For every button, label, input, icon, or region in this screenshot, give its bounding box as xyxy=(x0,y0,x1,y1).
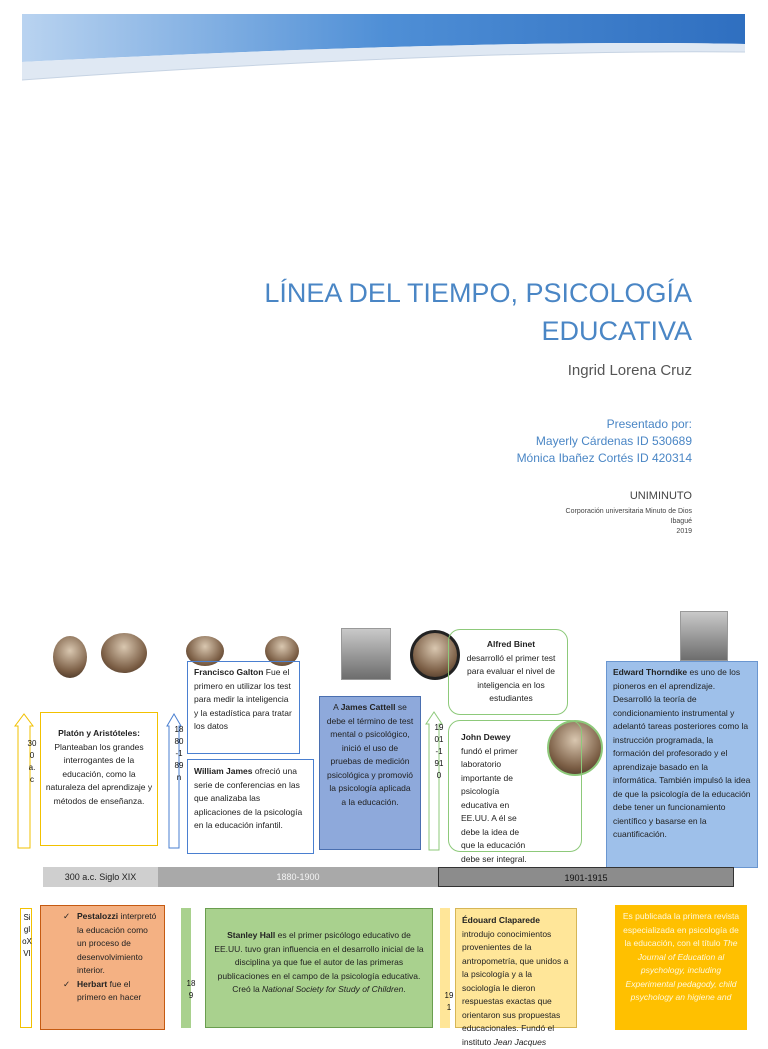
organization-details xyxy=(566,507,692,537)
dewey-name: John Dewey xyxy=(461,732,511,742)
galton-name: Francisco Galton xyxy=(194,667,264,677)
claparede-card xyxy=(455,908,577,1047)
page-title xyxy=(172,274,692,350)
thorndike-text: es uno de los pioneros en el aprendizaje. Desarrolló la teoría de condicionamiento instrumental y adelantó tareas posteriores como la instrucción programada, la formación del profesorado y el aprendizaje basado en la informática. También impulsó la idea de que la psicología de la educación debe tener un funcionamiento científico y basarse en la cuantificación. xyxy=(613,667,751,839)
dewey-text: fundó el primer laboratorio importante de psicología educativa en EE.UU. A él se debe la idea de que la educación debe ser integral. xyxy=(461,745,527,864)
platon-name: Platón y Aristóteles: xyxy=(58,728,140,738)
cattell-text: se debe el término de test mental o psicológico, inició el uso de pruebas de medición psicológica y promovió la psicología aplicada a la educación. xyxy=(326,702,414,807)
cattell-pre: A xyxy=(333,702,341,712)
hall-name: Stanley Hall xyxy=(227,930,276,940)
aristoteles-portrait xyxy=(101,633,147,673)
header-banner xyxy=(0,0,768,90)
period-300ac: 300 a.c. Siglo XIX xyxy=(43,867,158,887)
pestalozzi-card xyxy=(40,905,165,1030)
thorndike-card xyxy=(606,661,758,868)
period-1880-1900: 1880-1900 xyxy=(158,867,438,887)
herbart-name: Herbart xyxy=(77,978,108,989)
organization: UNIMINUTO xyxy=(629,490,692,502)
date-label-siglo-xvi: SigloXVI xyxy=(22,913,32,958)
galton-text: Fue el primero en utilizar los test para medir la inteligencia y la estadística para tratar los datos xyxy=(194,667,292,731)
pestalozzi-name: Pestalozzi xyxy=(77,911,119,921)
james-name: William James xyxy=(194,766,253,776)
cattell-card xyxy=(319,696,421,850)
james-card xyxy=(187,759,314,854)
date-label-189: 189 xyxy=(186,979,196,1000)
cattell-photo xyxy=(341,628,391,680)
pestalozzi-list xyxy=(63,910,158,1005)
title-line-1: LÍNEA DEL TIEMPO, PSICOLOGÍA xyxy=(264,278,692,308)
journal-card xyxy=(615,905,747,1030)
binet-text: desarrolló el primer test para evaluar el nivel de inteligencia en los estudiantes xyxy=(466,652,556,703)
hall-society: National Society for Study of Children xyxy=(262,984,404,994)
binet-card xyxy=(448,629,568,715)
presented-by-label: Presentado por: xyxy=(606,417,692,431)
date-label-1880: 1880-189n xyxy=(174,725,184,782)
platon-portrait xyxy=(53,636,87,678)
author-name: Ingrid Lorena Cruz xyxy=(567,362,692,379)
thorndike-photo xyxy=(680,611,728,661)
herbart-text: fue el primero en hacer xyxy=(77,978,142,1002)
james-text: ofreció una serie de conferencias en las que analizaba las aplicaciones de la psicología en la educación infantil. xyxy=(194,766,303,830)
hall-card xyxy=(205,908,433,1028)
claparede-name: Édouard Claparede xyxy=(462,915,540,925)
title-line-2: EDUCATIVA xyxy=(541,316,692,346)
galton-card xyxy=(187,661,300,754)
green-marker xyxy=(181,908,191,1028)
date-label-1901: 1901-1910 xyxy=(434,723,444,780)
claparede-text: introdujo conocimientos provenientes de la antropometría, que unidos a la psicología y a la sociología le dieron respuestas exactas que orientaron sus propuestas educacionales. Fundó el instituto xyxy=(462,928,569,1047)
platon-card xyxy=(40,712,158,846)
pestalozzi-text: interpretó la educación como un proceso de desenvolvimiento interior. xyxy=(77,911,157,975)
journal-title: The Journal of Education al psychology, including Experimental pedagody, child psychology an higiene and xyxy=(625,938,738,1002)
pestalozzi-item xyxy=(63,910,158,978)
presenter-1: Mayerly Cárdenas ID 530689 xyxy=(535,434,692,448)
presenters xyxy=(517,416,692,467)
hall-text: es el primer psicólogo educativo de EE.UU. tuvo gran influencia en el desarrollo inicial de la disciplina ya que fue el autor de las primeras publicaciones en el campo de la psicología educativa. Creó la xyxy=(214,930,424,994)
binet-name: Alfred Binet xyxy=(486,639,536,649)
hall-end: . xyxy=(403,984,406,994)
date-label-191: 191 xyxy=(444,991,454,1012)
claparede-institute: Jean Jacques xyxy=(493,1036,547,1047)
journal-text: Es publicada la primera revista especializada en psicología de la educación, con el título xyxy=(622,911,740,948)
period-1901-1915: 1901-1915 xyxy=(438,867,734,887)
dewey-card xyxy=(448,720,582,864)
city: Ibagué xyxy=(670,518,692,525)
date-label-300ac: 300a.c xyxy=(27,739,37,784)
presenter-2: Mónica Ibañez Cortés ID 420314 xyxy=(516,451,692,465)
herbart-item xyxy=(63,978,158,1005)
platon-text: Planteaban los grandes interrogantes de la educación, como la naturaleza del aprendizaje y métodos de enseñanza. xyxy=(45,741,153,806)
year: 2019 xyxy=(676,528,692,535)
cattell-name: James Cattell xyxy=(340,702,396,712)
organization-full-name: Corporación universitaria Minuto de Dios xyxy=(565,508,692,515)
thorndike-name: Edward Thorndike xyxy=(613,667,688,677)
